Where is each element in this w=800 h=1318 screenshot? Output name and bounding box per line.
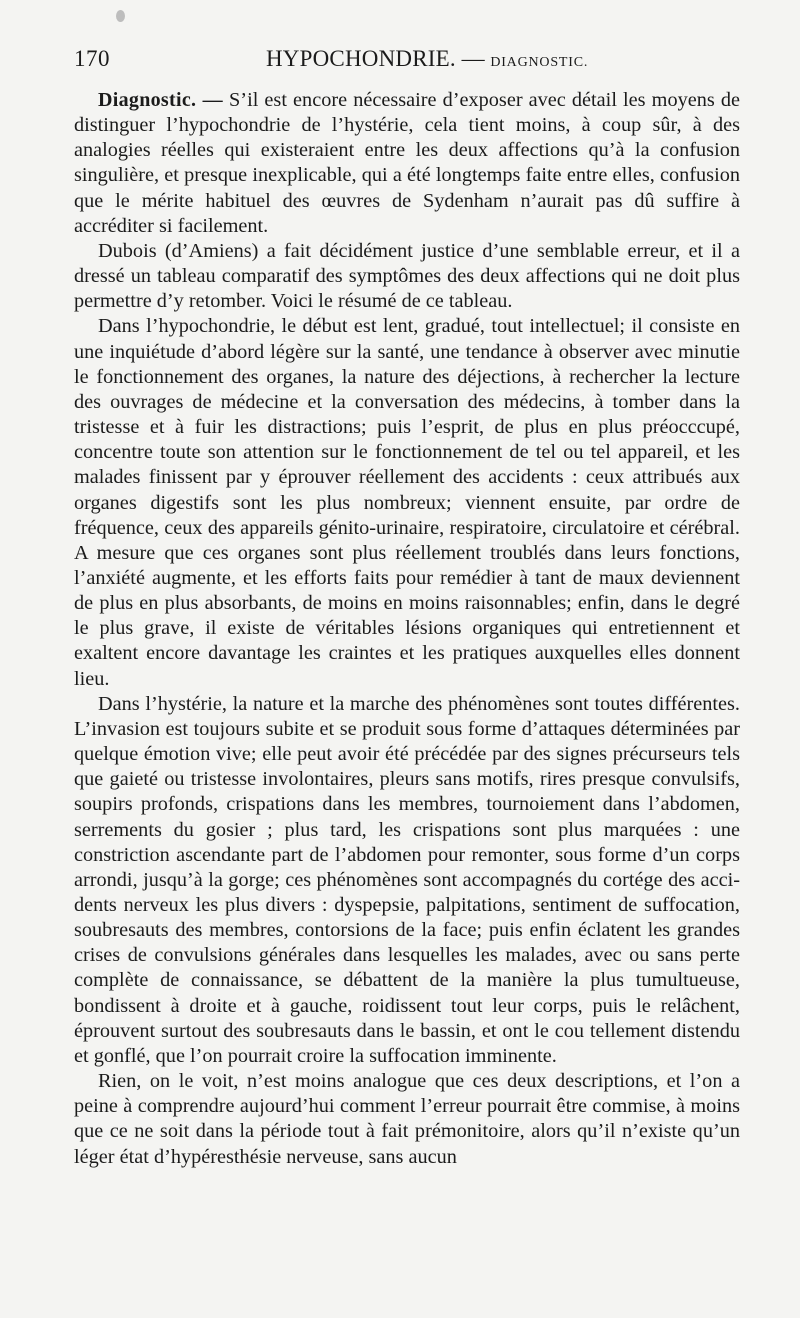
- page-number: 170: [74, 46, 110, 71]
- paragraph-dubois: Dubois (d’Amiens) a fait décidément justice d’une semblable erreur, et il a dressé un tableau comparatif des symptômes des deux affections qui ne doit plus permettre d’y retomber. Voici le résumé de ce tableau.: [74, 239, 740, 313]
- paragraph-diagnostic: [74, 88, 740, 239]
- ink-spot: [116, 10, 125, 22]
- paragraph-hysterie: Dans l’hystérie, la nature et la marche des phénomènes sont toutes différentes. L’invasion est toujours subite et se produit sous forme d’attaques déterminées par quelque émotion vive; elle peut avoir été précédée par des signes précurseurs tels que gaieté ou tristesse involontaires, pleurs sans motifs, rires presque convulsifs, soupirs profonds, crispations dans les membres, tournoiement dans l’abdomen, serrements du gosier ; plus tard, les crispations sont plus marquées : une constriction ascendante part de l’abdomen pour remonter, sous forme d’un corps arrondi, jusqu’à la gorge; ces phénomènes sont accompagnés du cortége des accidents nerveux les plus divers : dyspepsie, palpitations, sentiment de suffocation, soubresauts des membres, contorsions de la face; puis enfin éclatent les grandes crises de convulsions générales dans lesquelles les malades, avec ou sans perte complète de connaissance, se débattent de la manière la plus tumultueuse, bondissent à droite et à gauche, roidissent tout leur corps, puis le relâchent, éprouvent surtout des soubresauts dans le bassin, et ont le cou tellement distendu et gonflé, que l’on pourrait croire la suffocation imminente.: [74, 692, 740, 1067]
- paragraph-rien: Rien, on le voit, n’est moins analogue que ces deux descriptions, et l’on a peine à comprendre aujourd’hui comment l’erreur pourrait être commise, à moins que ce ne soit dans la période tout à fait prémonitoire, alors qu’il n’existe qu’un léger état d’hypéresthésie nerveuse, sans aucun: [74, 1070, 740, 1168]
- chapter-title: HYPOCHONDRIE.: [266, 46, 456, 71]
- paragraph-lead: Diagnostic. —: [98, 89, 223, 111]
- running-header: [74, 46, 740, 80]
- running-title: [266, 46, 588, 72]
- body-text: [74, 88, 740, 1170]
- section-title: DIAGNOSTIC.: [490, 55, 589, 70]
- paragraph-hypochondrie: Dans l’hypochondrie, le début est lent, gradué, tout intellectuel; il consiste en une inquiétude d’abord légère sur la santé, une tendance à observer avec minutie le fonctionnement des organes, la nature des déjections, à rechercher la lecture des ouvrages de médecine et la conversation des médecins, à tomber dans la tristesse et à fuir les distractions; puis l’esprit, de plus en plus préocccupé, concentre toute son attention sur le fonctionnement de tel ou tel appareil, et les malades finissent par y éprouver réellement des accidents : ceux attribués aux organes digestifs sont les plus nombreux; viennent ensuite, par ordre de fréquence, ceux des appareils génito-urinaire, respiratoire, circulatoire et cérébral. A mesure que ces organes sont plus réellement troublés dans leurs fonctions, l’anxiété augmente, et les efforts faits pour remédier à tant de maux deviennent de plus en plus absorbants, de moins en moins raisonnables; enfin, dans le degré le plus grave, il existe de véritables lésions organiques qui entretiennent et exaltent encore davantage les craintes et les pratiques auxquelles elles donnent lieu.: [74, 315, 740, 690]
- paragraph-text: S’il est encore nécessaire d’exposer avec détail les moyens de distinguer l’hypochondrie de l’hystérie, cela tient moins, à coup sûr, à des analogies réelles qui existeraient entre les deux affections qu’à la confusion singulière, et presque inexplicable, qui a été longtemps faite entre elles, confusion que le mérite habituel des œuvres de Sydenham n’aurait pas dû suffire à accréditer si facilement.: [74, 89, 741, 237]
- title-separator: —: [461, 46, 485, 71]
